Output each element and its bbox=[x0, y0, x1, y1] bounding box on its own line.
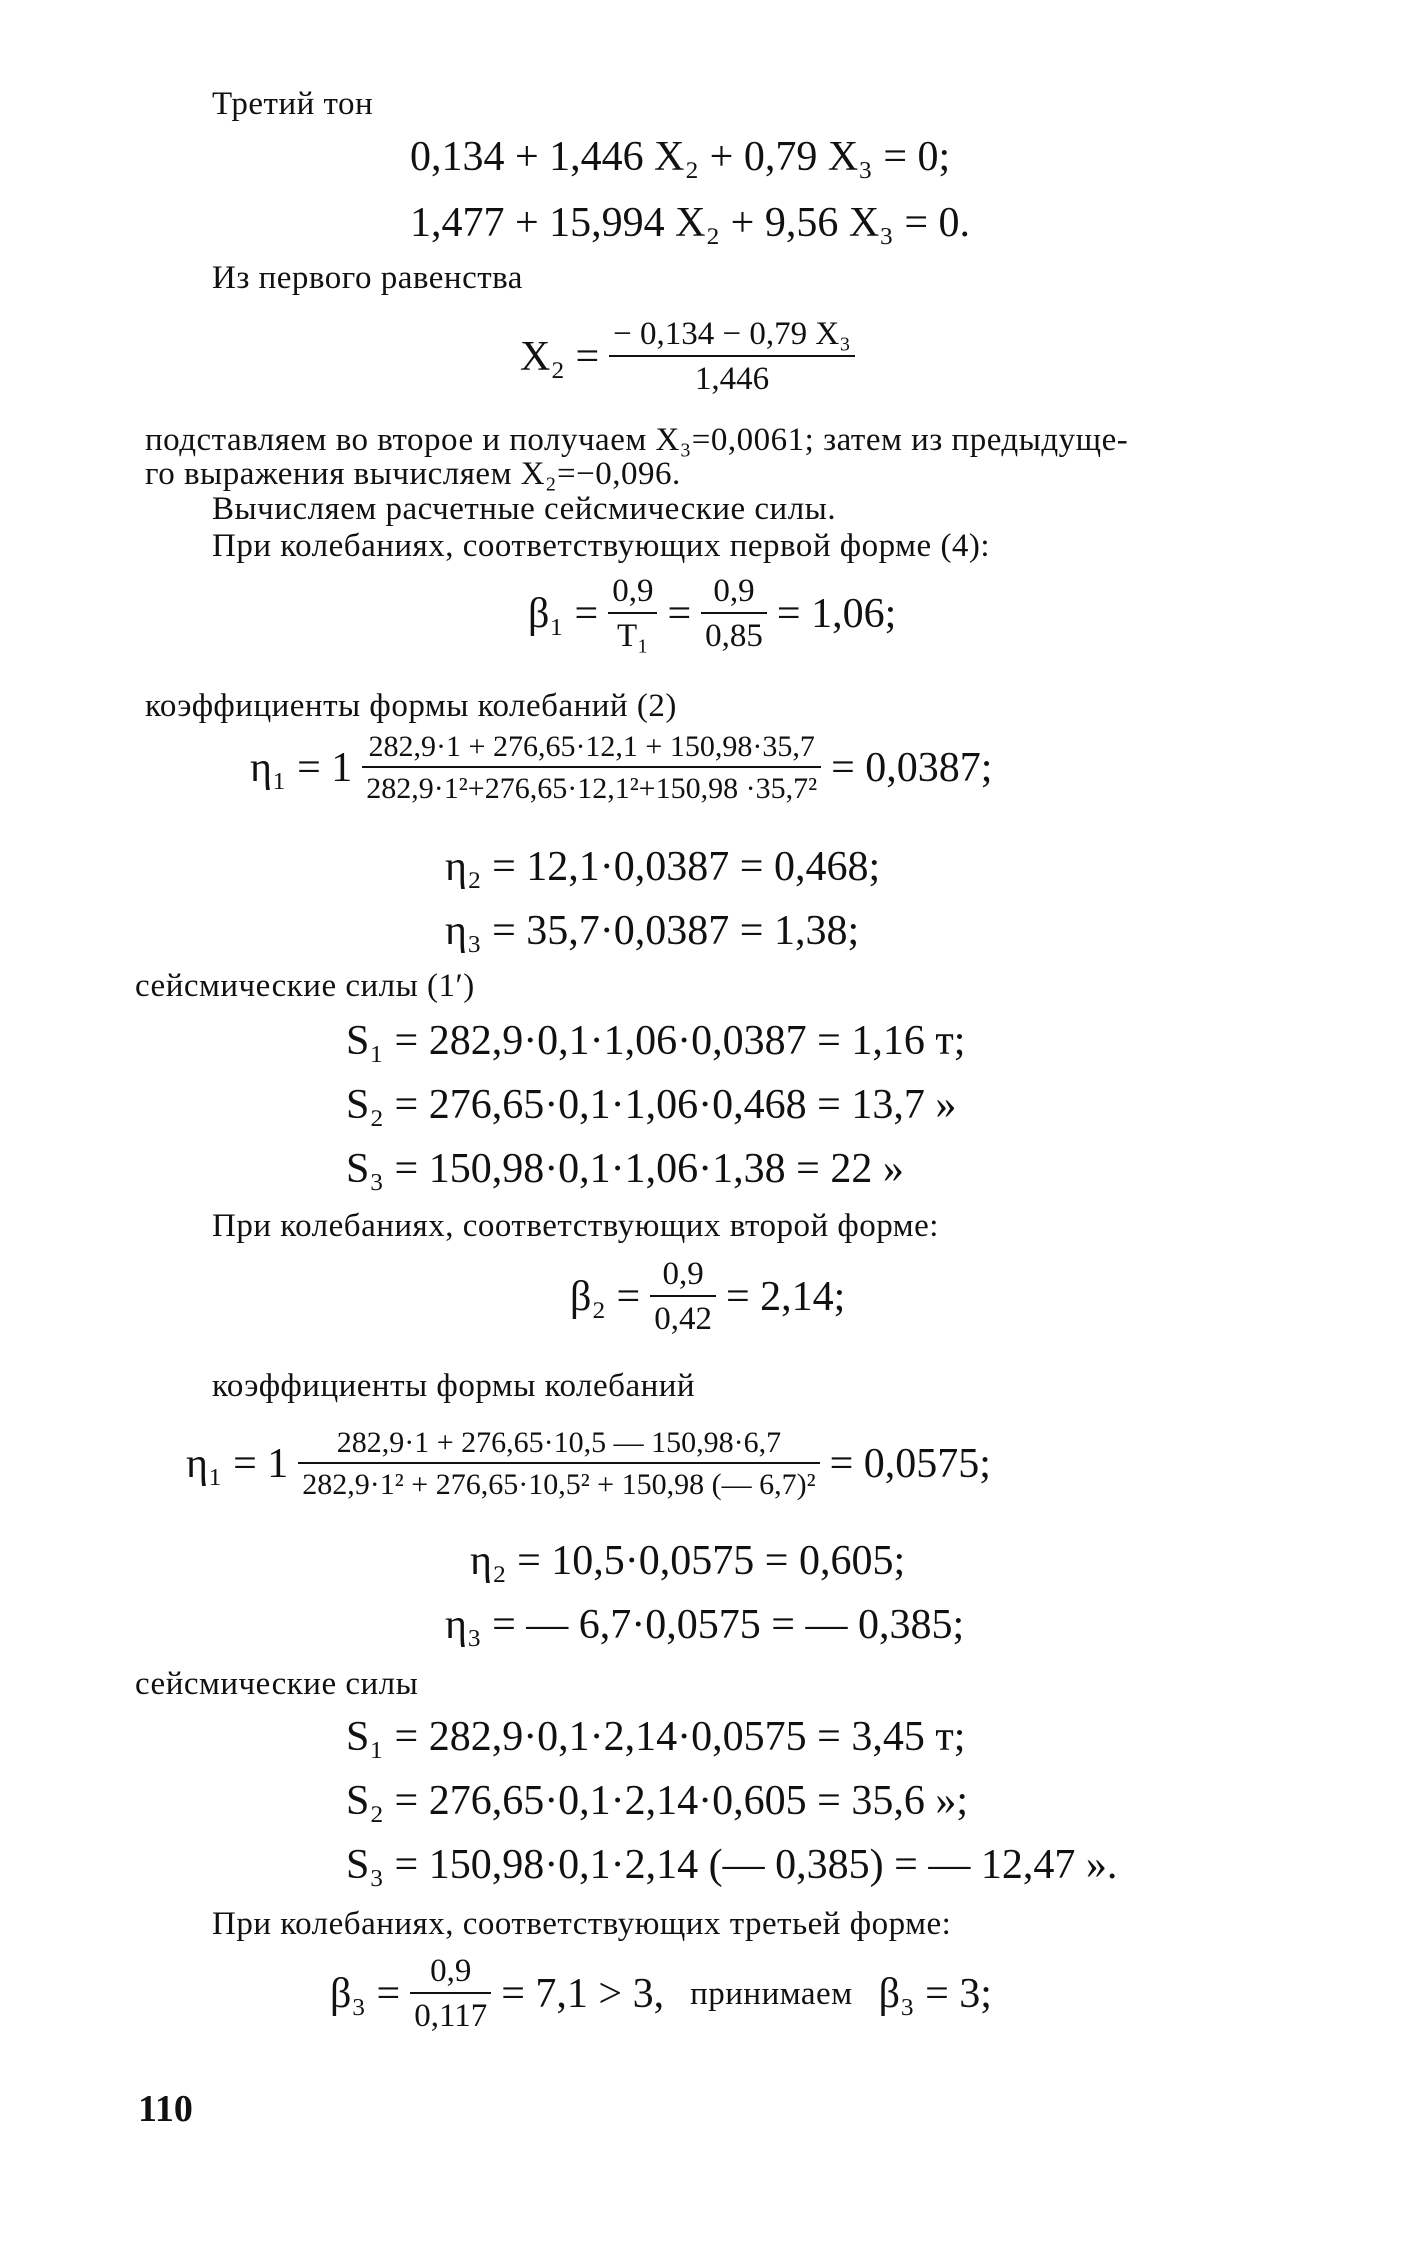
beta2-lhs: β₂ = bbox=[570, 1274, 641, 1320]
seismic-forces-label-1: сейсмические силы (1′) bbox=[135, 968, 475, 1004]
beta1-f2-denominator: 0,85 bbox=[705, 618, 763, 654]
s2-second-form: S₂ = 276,65·0,1·2,14·0,605 = 35,6 »; bbox=[346, 1778, 969, 1824]
s1-second-form: S₁ = 282,9·0,1·2,14·0,0575 = 3,45 т; bbox=[346, 1714, 966, 1760]
x2-denominator: 1,446 bbox=[694, 361, 770, 397]
eta1-a-denominator: 282,9·1²+276,65·12,1²+150,98 ·35,7² bbox=[366, 772, 818, 805]
beta1-equals: = bbox=[667, 591, 692, 637]
eta1-a-lhs: η₁ = 1 bbox=[250, 745, 353, 791]
s1-first-form: S₁ = 282,9·0,1·1,06·0,0387 = 1,16 т; bbox=[346, 1018, 966, 1064]
from-first-equality: Из первого равенства bbox=[212, 260, 523, 296]
page-number: 110 bbox=[138, 2088, 193, 2130]
eta1-a-fraction bbox=[362, 732, 821, 804]
eta2-first-form: η₂ = 12,1·0,0387 = 0,468; bbox=[445, 844, 881, 890]
beta2-denominator: 0,42 bbox=[654, 1301, 712, 1337]
eta1-first-form bbox=[250, 732, 992, 804]
eta1-b-lhs: η₁ = 1 bbox=[186, 1441, 289, 1487]
beta3-lhs: β₃ = bbox=[330, 1971, 401, 2017]
substitution-line-2: го выражения вычисляем X₂=−0,096. bbox=[145, 456, 681, 492]
s2-first-form: S₂ = 276,65·0,1·1,06·0,468 = 13,7 » bbox=[346, 1082, 957, 1128]
beta3-accept: β₃ = 3; bbox=[878, 1971, 992, 2017]
eta3-second-form: η₃ = — 6,7·0,0575 = — 0,385; bbox=[445, 1602, 965, 1648]
beta1-f1-denominator: T₁ bbox=[616, 618, 649, 654]
x2-lhs: X₂ = bbox=[520, 334, 600, 380]
eta1-b-fraction bbox=[298, 1428, 819, 1500]
s3-second-form: S₃ = 150,98·0,1·2,14 (— 0,385) = — 12,47 ». bbox=[346, 1842, 1118, 1888]
eta1-b-rhs: = 0,0575; bbox=[829, 1441, 991, 1487]
beta1-f1-numerator: 0,9 bbox=[608, 575, 657, 614]
beta1-fraction-1 bbox=[608, 575, 657, 653]
x2-expression bbox=[520, 318, 861, 396]
compute-forces-line: Вычисляем расчетные сейсмические силы. bbox=[212, 491, 837, 527]
eta1-b-numerator: 282,9·1 + 276,65·10,5 — 150,98·6,7 bbox=[298, 1428, 819, 1464]
beta2-numerator: 0,9 bbox=[650, 1258, 716, 1297]
beta3-fraction bbox=[410, 1955, 491, 2033]
first-form-intro: При колебаниях, соответствующих первой форме (4): bbox=[212, 528, 991, 564]
equation-a: 0,134 + 1,446 X₂ + 0,79 X₃ = 0; bbox=[410, 134, 951, 180]
beta2-fraction bbox=[650, 1258, 716, 1336]
beta3-accept-word: принимаем bbox=[690, 1975, 853, 2012]
coefficients-label-2: коэффициенты формы колебаний bbox=[212, 1368, 696, 1404]
eta3-first-form: η₃ = 35,7·0,0387 = 1,38; bbox=[445, 908, 860, 954]
beta1-lhs: β₁ = bbox=[528, 591, 599, 637]
beta2-rhs: = 2,14; bbox=[725, 1274, 846, 1320]
beta3-denominator: 0,117 bbox=[414, 1998, 488, 2034]
beta3-rhs: = 7,1 > 3, bbox=[501, 1971, 665, 2017]
heading-third-tone: Третий тон bbox=[212, 86, 374, 122]
beta1-expression bbox=[528, 575, 896, 653]
beta3-numerator: 0,9 bbox=[410, 1955, 491, 1994]
equation-b: 1,477 + 15,994 X₂ + 9,56 X₃ = 0. bbox=[410, 200, 971, 246]
x2-fraction bbox=[609, 318, 855, 396]
eta1-b-denominator: 282,9·1² + 276,65·10,5² + 150,98 (— 6,7)² bbox=[302, 1468, 816, 1501]
substitution-line-1: подставляем во второе и получаем X₃=0,0061; затем из предыдуще- bbox=[145, 422, 1129, 458]
eta2-second-form: η₂ = 10,5·0,0575 = 0,605; bbox=[470, 1538, 906, 1584]
eta1-a-numerator: 282,9·1 + 276,65·12,1 + 150,98·35,7 bbox=[362, 732, 821, 768]
seismic-forces-label-2: сейсмические силы bbox=[135, 1666, 419, 1702]
beta1-f2-numerator: 0,9 bbox=[701, 575, 767, 614]
s3-first-form: S₃ = 150,98·0,1·1,06·1,38 = 22 » bbox=[346, 1146, 904, 1192]
beta2-expression bbox=[570, 1258, 845, 1336]
second-form-intro: При колебаниях, соответствующих второй форме: bbox=[212, 1208, 939, 1244]
beta1-fraction-2 bbox=[701, 575, 767, 653]
eta1-second-form bbox=[186, 1428, 991, 1500]
eta1-a-rhs: = 0,0387; bbox=[831, 745, 993, 791]
third-form-intro: При колебаниях, соответствующих третьей форме: bbox=[212, 1906, 952, 1942]
x2-numerator: − 0,134 − 0,79 X₃ bbox=[609, 318, 855, 357]
coefficients-label-1: коэффициенты формы колебаний (2) bbox=[145, 688, 677, 724]
beta1-rhs: = 1,06; bbox=[776, 591, 897, 637]
beta3-expression bbox=[330, 1955, 992, 2033]
